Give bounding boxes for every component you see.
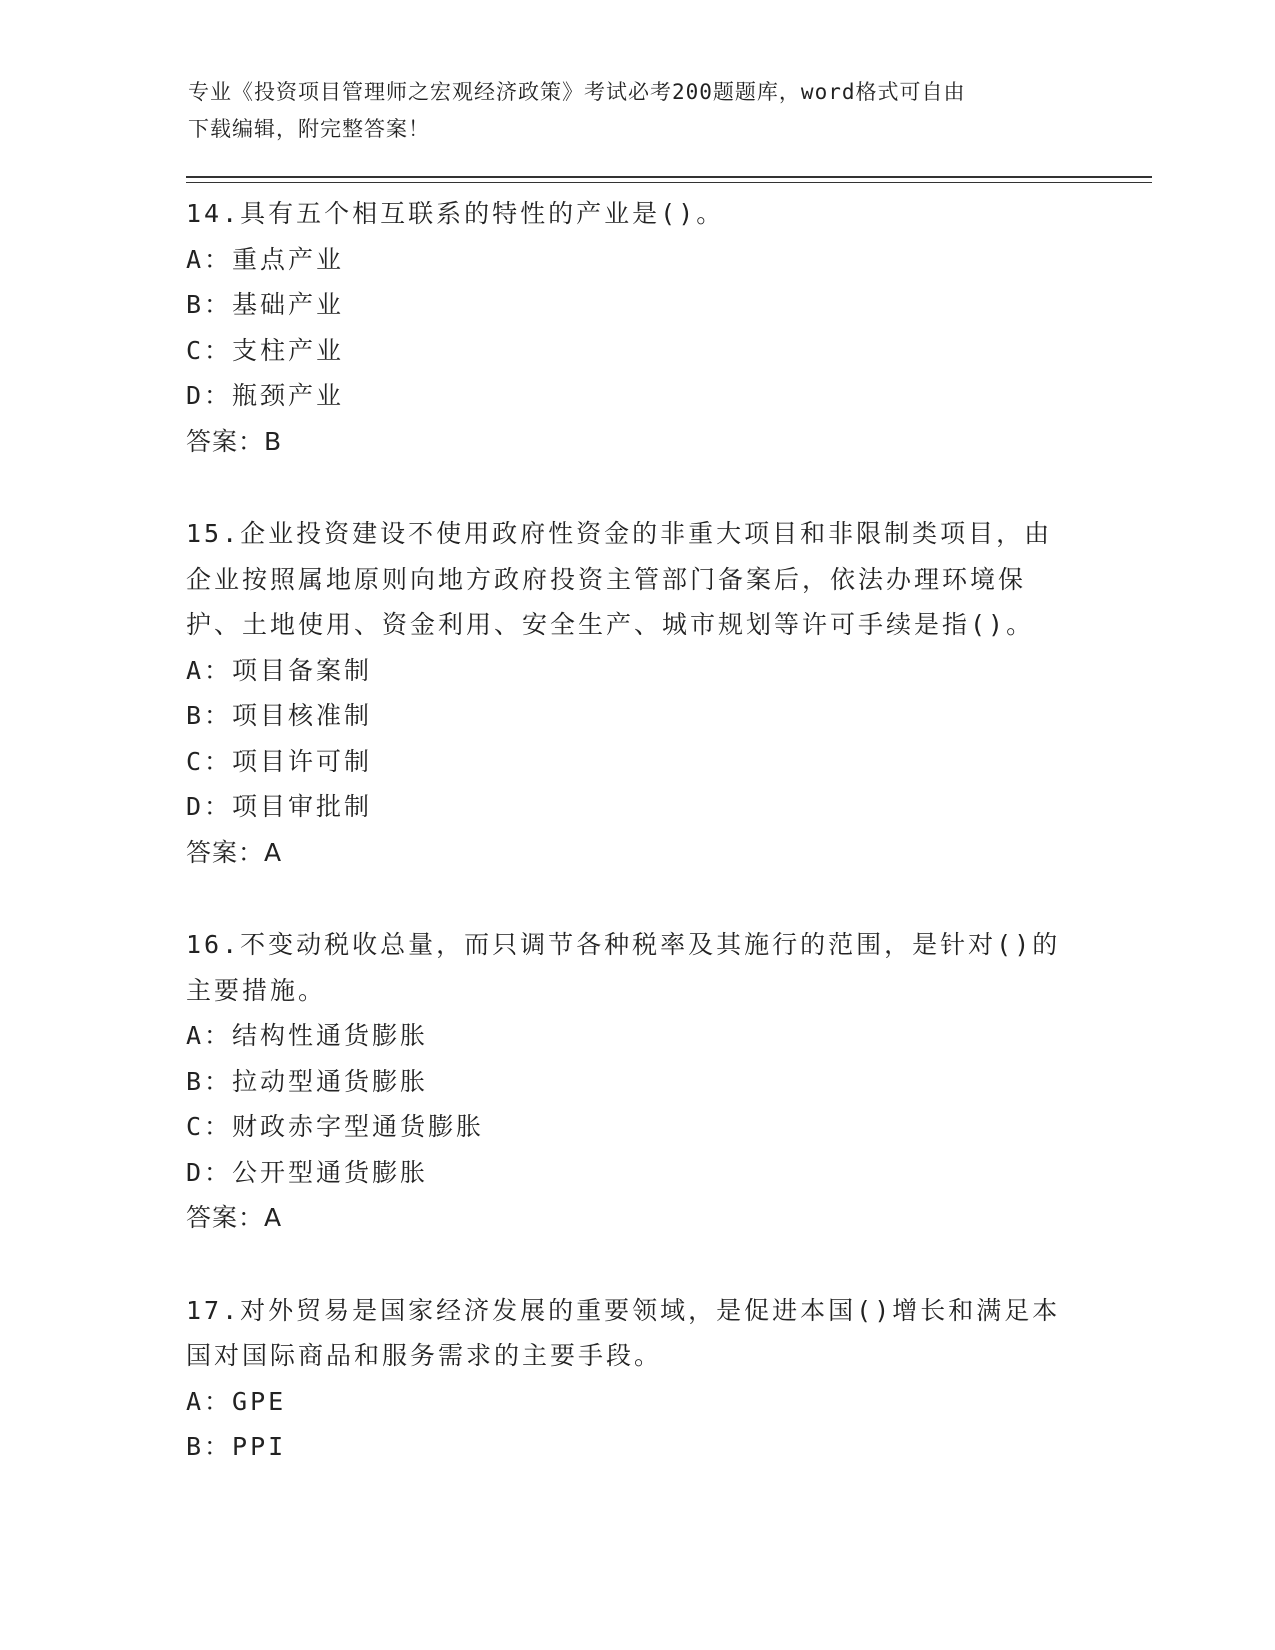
header-line-1: 专业《投资项目管理师之宏观经济政策》考试必考200题题库，word格式可自由 [188, 80, 966, 104]
answer: 答案：A [186, 1203, 283, 1232]
option-d: D：公开型通货膨胀 [186, 1157, 429, 1187]
answer: 答案：A [186, 837, 283, 867]
option-a: A：项目备案制 [186, 655, 373, 685]
header-divider-thin [186, 182, 1152, 183]
option-a: A：GPE [186, 1386, 287, 1416]
option-b: B：项目核准制 [186, 701, 373, 730]
question-spacer [186, 1241, 1086, 1288]
option-a: A：结构性通货膨胀 [186, 1021, 429, 1050]
question-spacer [186, 464, 1086, 511]
question-stem-line-3: 护、土地使用、资金利用、安全生产、城市规划等许可手续是指()。 [186, 610, 1035, 639]
question-stem-line-2: 国对国际商品和服务需求的主要手段。 [186, 1341, 663, 1370]
question-stem-line-1: 17.对外贸易是国家经济发展的重要领域，是促进本国()增长和满足本 [186, 1295, 1061, 1325]
option-c: C：项目许可制 [186, 746, 373, 776]
header-divider-thick [186, 176, 1152, 178]
question-17 [186, 1288, 1086, 1470]
question-14 [186, 191, 1086, 464]
question-stem: 14.具有五个相互联系的特性的产业是()。 [186, 199, 725, 228]
document-header [188, 74, 1068, 148]
question-stem-line-1: 16.不变动税收总量，而只调节各种税率及其施行的范围，是针对()的 [186, 930, 1061, 959]
option-c: C：财政赤字型通货膨胀 [186, 1112, 485, 1141]
question-stem-line-2: 主要措施。 [186, 975, 327, 1005]
option-d: D：瓶颈产业 [186, 381, 345, 410]
header-line-2: 下载编辑，附完整答案！ [188, 117, 430, 141]
question-spacer [186, 875, 1086, 922]
question-15 [186, 511, 1086, 875]
question-16 [186, 922, 1086, 1241]
option-c: C：支柱产业 [186, 335, 345, 365]
option-a: A：重点产业 [186, 244, 345, 274]
question-stem-line-2: 企业按照属地原则向地方政府投资主管部门备案后，依法办理环境保 [186, 564, 1027, 594]
question-list [186, 191, 1086, 1470]
question-stem-line-1: 15.企业投资建设不使用政府性资金的非重大项目和非限制类项目，由 [186, 519, 1053, 548]
option-d: D：项目审批制 [186, 792, 373, 821]
option-b: B：PPI [186, 1432, 287, 1461]
option-b: B：基础产业 [186, 290, 345, 319]
answer: 答案：B [186, 426, 283, 456]
option-b: B：拉动型通货膨胀 [186, 1066, 429, 1096]
